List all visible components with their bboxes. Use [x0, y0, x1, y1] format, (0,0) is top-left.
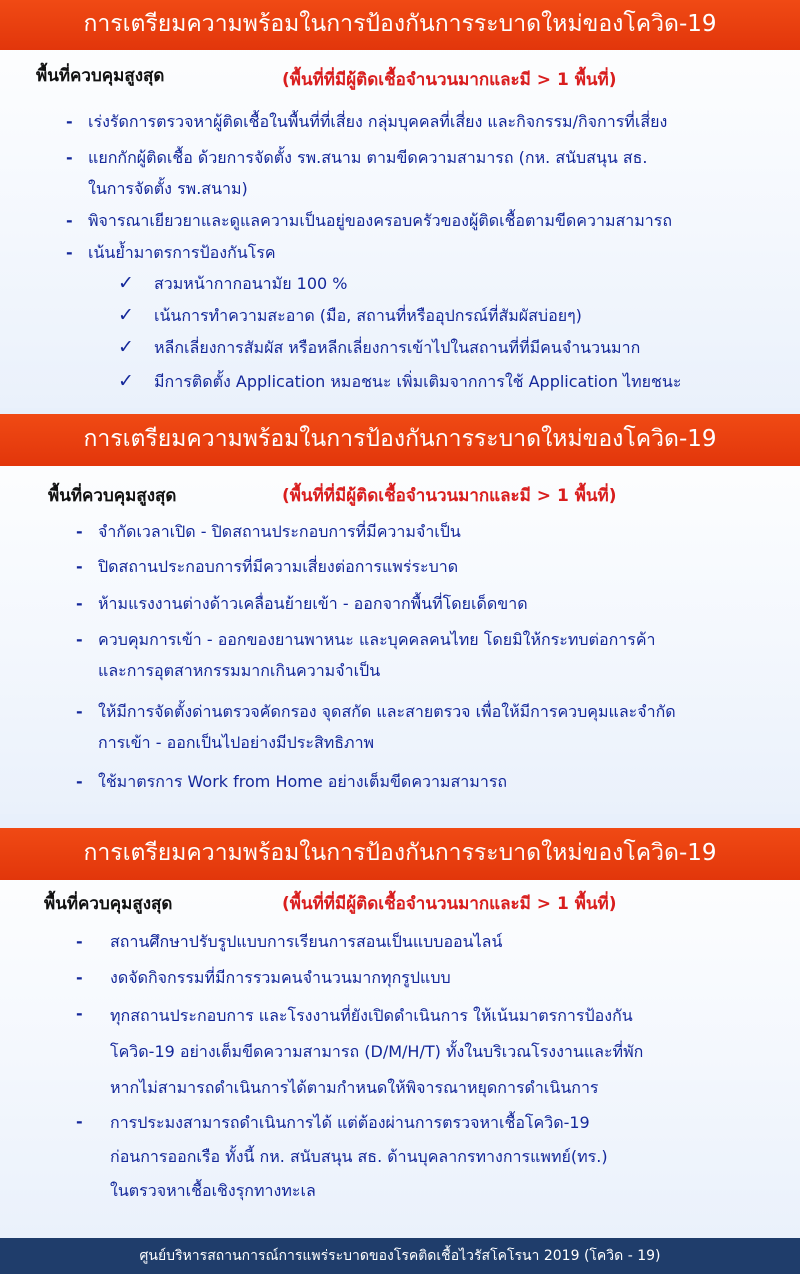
check-icon: ✓: [118, 304, 134, 326]
item-text: เร่งรัดการตรวจหาผู้ติดเชื้อในพื้นที่ที่เสี่ยง กลุ่มบุคคลที่เสี่ยง และกิจกรรม/กิจการที่เสี่ยง: [88, 112, 668, 131]
dash-marker: -: [76, 630, 83, 649]
item-text: งดจัดกิจกรรมที่มีการรวมคนจำนวนมากทุกรูปแบบ: [110, 968, 451, 987]
check-icon: ✓: [118, 370, 134, 392]
dash-marker: -: [66, 148, 73, 167]
list-item: [66, 106, 667, 137]
check-icon: ✓: [118, 336, 134, 358]
dash-marker: -: [66, 112, 73, 131]
item-text: ห้ามแรงงานต่างด้าวเคลื่อนย้ายเข้า - ออกจากพื้นที่โดยเด็ดขาด: [98, 594, 528, 613]
list-item: [76, 766, 507, 797]
dash-marker: -: [76, 702, 83, 721]
dash-marker: -: [66, 243, 73, 262]
list-item: [76, 962, 451, 993]
check-item: [118, 366, 681, 397]
check-icon: ✓: [118, 272, 134, 294]
item-text: การเข้า - ออกเป็นไปอย่างมีประสิทธิภาพ: [98, 733, 375, 752]
dash-marker: -: [76, 1004, 83, 1023]
section-note: (พื้นที่ที่มีผู้ติดเชื้อจำนวนมากและมี > 1 พื้นที่): [282, 70, 617, 90]
dash-marker: -: [76, 522, 83, 541]
item-text: ใช้มาตรการ Work from Home อย่างเต็มขีดความสามารถ: [98, 772, 508, 791]
item-text: ก่อนการออกเรือ ทั้งนี้ กห. สนับสนุน สธ. ด้านบุคลากรทางการแพทย์(ทร.): [110, 1147, 608, 1166]
list-item: [66, 237, 276, 268]
item-text: เน้นย้ำมาตรการป้องกันโรค: [88, 243, 276, 262]
check-item: [118, 268, 348, 299]
list-item: [76, 624, 656, 686]
item-text: สวมหน้ากากอนามัย 100 %: [154, 274, 348, 293]
dash-marker: -: [76, 1112, 83, 1131]
dash-marker: -: [76, 594, 83, 613]
list-item: [66, 142, 648, 204]
check-item: [118, 300, 582, 331]
dash-marker: -: [76, 772, 83, 791]
section-title: การเตรียมความพร้อมในการป้องกันการระบาดใหม่ของโควิด-19: [0, 414, 800, 466]
section-title: การเตรียมความพร้อมในการป้องกันการระบาดใหม่ของโควิด-19: [0, 0, 800, 50]
section-subtitle: พื้นที่ควบคุมสูงสุด: [44, 894, 173, 914]
section-subtitle: พื้นที่ควบคุมสูงสุด: [36, 66, 165, 86]
check-item: [118, 332, 640, 363]
item-text: ทุกสถานประกอบการ และโรงงานที่ยังเปิดดำเนินการ ให้เน้นมาตรการป้องกัน: [110, 1006, 633, 1025]
dash-marker: -: [76, 932, 83, 951]
section-3: [0, 828, 800, 1238]
list-item: [76, 998, 643, 1106]
list-item: [76, 588, 528, 619]
section-note: (พื้นที่ที่มีผู้ติดเชื้อจำนวนมากและมี > 1 พื้นที่): [282, 486, 617, 506]
dash-marker: -: [76, 968, 83, 987]
item-text: มีการติดตั้ง Application หมอชนะ เพิ่มเติมจากการใช้ Application ไทยชนะ: [154, 372, 682, 391]
item-text: ปิดสถานประกอบการที่มีความเสี่ยงต่อการแพร่ระบาด: [98, 557, 459, 576]
item-text: สถานศึกษาปรับรูปแบบการเรียนการสอนเป็นแบบออนไลน์: [110, 932, 503, 951]
section-title: การเตรียมความพร้อมในการป้องกันการระบาดใหม่ของโควิด-19: [0, 828, 800, 880]
dash-marker: -: [76, 557, 83, 576]
item-text: เน้นการทำความสะอาด (มือ, สถานที่หรืออุปกรณ์ที่สัมผัสบ่อยๆ): [154, 306, 582, 325]
item-text: ควบคุมการเข้า - ออกของยานพาหนะ และบุคคลคนไทย โดยมิให้กระทบต่อการค้า: [98, 630, 656, 649]
section-1: [0, 0, 800, 408]
list-item: [76, 926, 502, 957]
item-text: โควิด-19 อย่างเต็มขีดความสามารถ (D/M/H/T) ทั้งในบริเวณโรงงานและที่พัก: [110, 1042, 644, 1061]
item-text: หากไม่สามารถดำเนินการได้ตามกำหนดให้พิจารณาหยุดการดำเนินการ: [110, 1078, 599, 1097]
item-text: ให้มีการจัดตั้งด่านตรวจคัดกรอง จุดสกัด และสายตรวจ เพื่อให้มีการควบคุมและจำกัด: [98, 702, 676, 721]
list-item: [76, 696, 676, 758]
list-item: [76, 516, 461, 547]
footer: ศูนย์บริหารสถานการณ์การแพร่ระบาดของโรคติดเชื้อไวรัสโคโรนา 2019 (โควิด - 19): [0, 1238, 800, 1274]
section-note: (พื้นที่ที่มีผู้ติดเชื้อจำนวนมากและมี > 1 พื้นที่): [282, 894, 617, 914]
item-text: ในตรวจหาเชื้อเชิงรุกทางทะเล: [110, 1181, 316, 1200]
section-2: [0, 414, 800, 814]
item-text: จำกัดเวลาเปิด - ปิดสถานประกอบการที่มีความจำเป็น: [98, 522, 461, 541]
section-subtitle: พื้นที่ควบคุมสูงสุด: [48, 486, 177, 506]
item-text: พิจารณาเยียวยาและดูแลความเป็นอยู่ของครอบครัวของผู้ติดเชื้อตามขีดความสามารถ: [88, 211, 673, 230]
list-item: [66, 205, 672, 236]
list-item: [76, 551, 458, 582]
item-text: หลีกเลี่ยงการสัมผัส หรือหลีกเลี่ยงการเข้าไปในสถานที่ที่มีคนจำนวนมาก: [154, 338, 641, 357]
item-text: แยกกักผู้ติดเชื้อ ด้วยการจัดตั้ง รพ.สนาม ตามขีดความสามารถ (กห. สนับสนุน สธ.: [88, 148, 648, 167]
item-text: การประมงสามารถดำเนินการได้ แต่ต้องผ่านการตรวจหาเชื้อโควิด-19: [110, 1113, 590, 1132]
list-item: [76, 1106, 608, 1208]
item-text: ในการจัดตั้ง รพ.สนาม): [88, 179, 248, 198]
dash-marker: -: [66, 211, 73, 230]
item-text: และการอุตสาหกรรมมากเกินความจำเป็น: [98, 661, 381, 680]
